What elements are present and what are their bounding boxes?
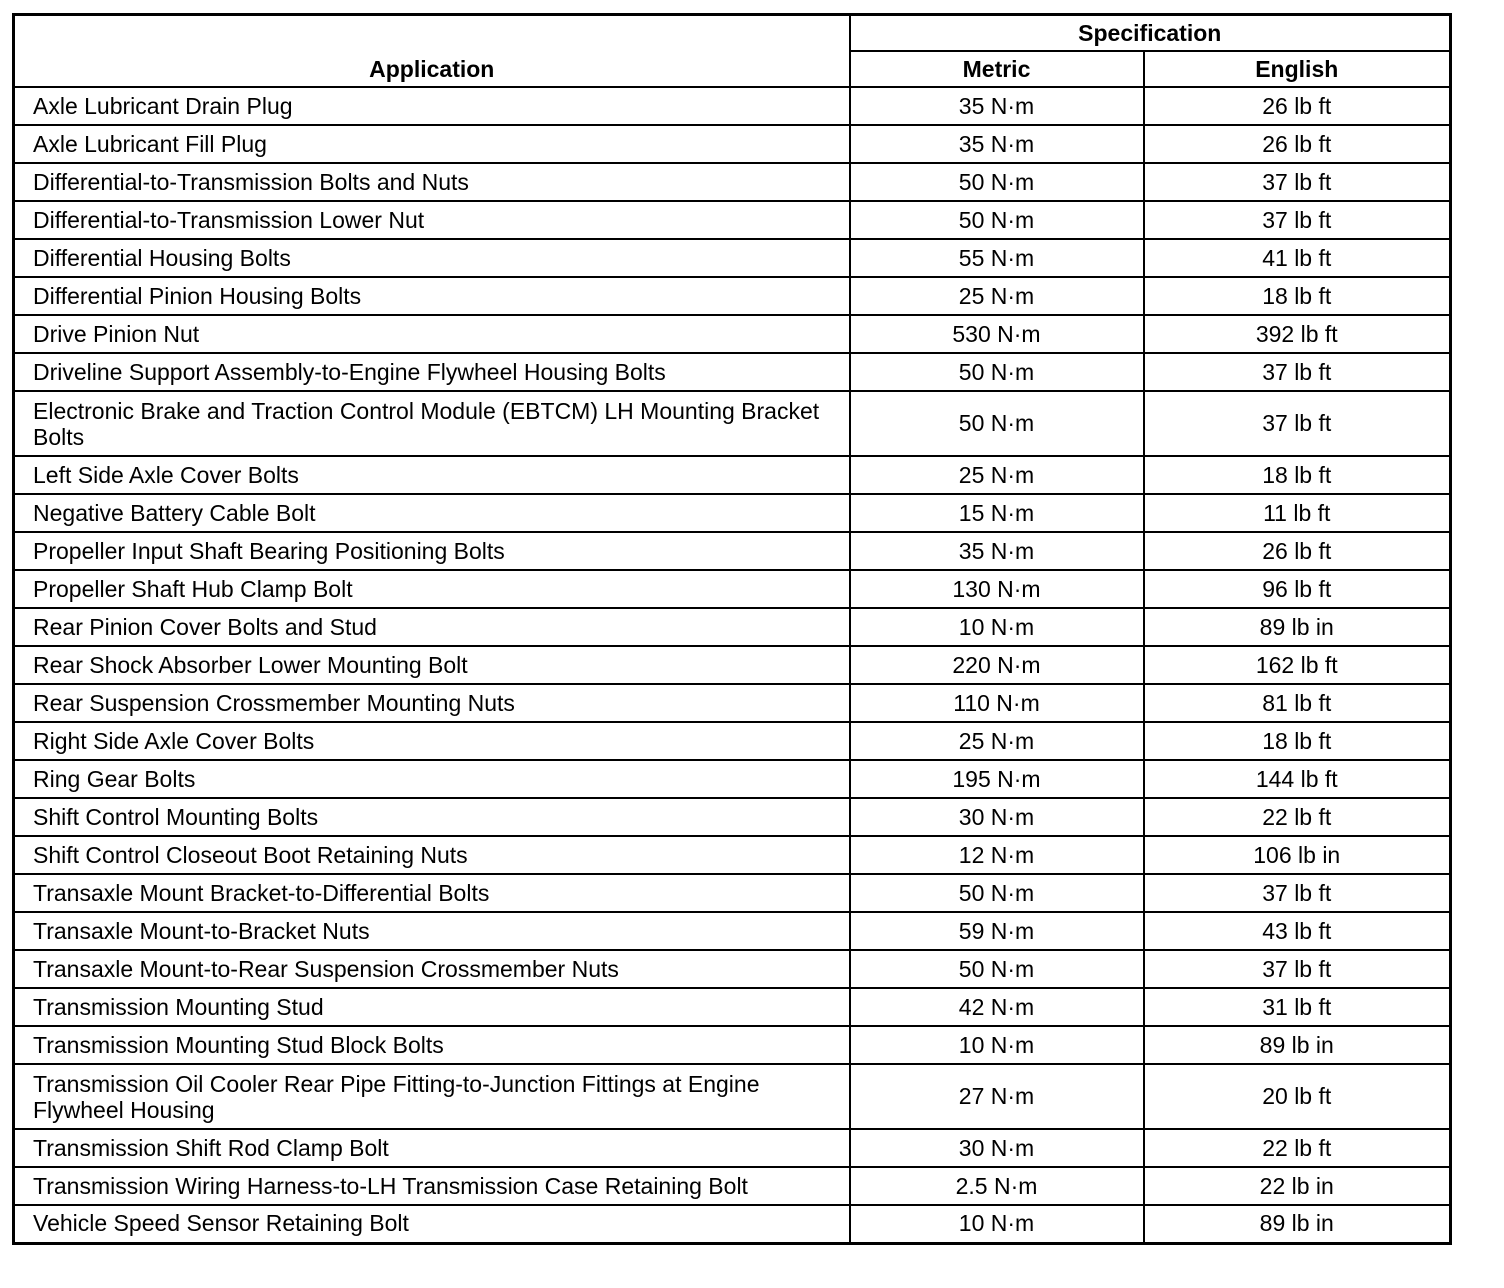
table-row bbox=[14, 1064, 1451, 1129]
cell-metric: 50 N·m bbox=[850, 391, 1144, 456]
cell-english: 22 lb in bbox=[1144, 1167, 1451, 1205]
cell-metric: 25 N·m bbox=[850, 277, 1144, 315]
cell-metric: 15 N·m bbox=[850, 494, 1144, 532]
cell-application: Rear Suspension Crossmember Mounting Nuts bbox=[14, 684, 850, 722]
cell-application: Transaxle Mount-to-Bracket Nuts bbox=[14, 912, 850, 950]
cell-metric: 42 N·m bbox=[850, 988, 1144, 1026]
table-row bbox=[14, 798, 1451, 836]
table-row bbox=[14, 1205, 1451, 1243]
cell-english: 18 lb ft bbox=[1144, 722, 1451, 760]
cell-application: Transmission Oil Cooler Rear Pipe Fitting-to-Junction Fittings at Engine Flywheel Housing bbox=[14, 1064, 850, 1129]
table-row bbox=[14, 646, 1451, 684]
cell-metric: 50 N·m bbox=[850, 874, 1144, 912]
table-row bbox=[14, 1129, 1451, 1167]
table-row bbox=[14, 125, 1451, 163]
cell-metric: 50 N·m bbox=[850, 201, 1144, 239]
cell-application: Driveline Support Assembly-to-Engine Flywheel Housing Bolts bbox=[14, 353, 850, 391]
table-row bbox=[14, 950, 1451, 988]
cell-english: 26 lb ft bbox=[1144, 125, 1451, 163]
cell-application: Ring Gear Bolts bbox=[14, 760, 850, 798]
cell-metric: 35 N·m bbox=[850, 532, 1144, 570]
cell-english: 43 lb ft bbox=[1144, 912, 1451, 950]
cell-english: 144 lb ft bbox=[1144, 760, 1451, 798]
cell-metric: 35 N·m bbox=[850, 87, 1144, 125]
cell-metric: 27 N·m bbox=[850, 1064, 1144, 1129]
cell-metric: 110 N·m bbox=[850, 684, 1144, 722]
table-row bbox=[14, 456, 1451, 494]
cell-english: 37 lb ft bbox=[1144, 201, 1451, 239]
cell-english: 22 lb ft bbox=[1144, 1129, 1451, 1167]
cell-application: Propeller Shaft Hub Clamp Bolt bbox=[14, 570, 850, 608]
cell-metric: 59 N·m bbox=[850, 912, 1144, 950]
cell-metric: 50 N·m bbox=[850, 950, 1144, 988]
cell-metric: 30 N·m bbox=[850, 1129, 1144, 1167]
cell-english: 31 lb ft bbox=[1144, 988, 1451, 1026]
column-header-metric: Metric bbox=[850, 51, 1144, 87]
cell-english: 37 lb ft bbox=[1144, 950, 1451, 988]
column-header-application: Application bbox=[14, 15, 850, 88]
cell-application: Right Side Axle Cover Bolts bbox=[14, 722, 850, 760]
cell-metric: 50 N·m bbox=[850, 353, 1144, 391]
cell-english: 20 lb ft bbox=[1144, 1064, 1451, 1129]
cell-metric: 12 N·m bbox=[850, 836, 1144, 874]
cell-english: 41 lb ft bbox=[1144, 239, 1451, 277]
column-header-specification: Specification bbox=[850, 15, 1451, 52]
cell-metric: 30 N·m bbox=[850, 798, 1144, 836]
cell-english: 37 lb ft bbox=[1144, 163, 1451, 201]
table-row bbox=[14, 722, 1451, 760]
cell-application: Left Side Axle Cover Bolts bbox=[14, 456, 850, 494]
table-row bbox=[14, 1167, 1451, 1205]
cell-english: 22 lb ft bbox=[1144, 798, 1451, 836]
table-row bbox=[14, 391, 1451, 456]
table-row bbox=[14, 608, 1451, 646]
cell-english: 37 lb ft bbox=[1144, 391, 1451, 456]
cell-application: Shift Control Mounting Bolts bbox=[14, 798, 850, 836]
table-row bbox=[14, 277, 1451, 315]
cell-metric: 35 N·m bbox=[850, 125, 1144, 163]
cell-application: Drive Pinion Nut bbox=[14, 315, 850, 353]
cell-metric: 50 N·m bbox=[850, 163, 1144, 201]
cell-application: Axle Lubricant Fill Plug bbox=[14, 125, 850, 163]
table-row bbox=[14, 201, 1451, 239]
table-row bbox=[14, 532, 1451, 570]
cell-english: 96 lb ft bbox=[1144, 570, 1451, 608]
table-header bbox=[14, 15, 1451, 88]
cell-metric: 10 N·m bbox=[850, 1205, 1144, 1243]
cell-application: Negative Battery Cable Bolt bbox=[14, 494, 850, 532]
cell-metric: 195 N·m bbox=[850, 760, 1144, 798]
cell-english: 106 lb in bbox=[1144, 836, 1451, 874]
cell-english: 11 lb ft bbox=[1144, 494, 1451, 532]
cell-metric: 220 N·m bbox=[850, 646, 1144, 684]
table-row bbox=[14, 912, 1451, 950]
cell-application: Differential-to-Transmission Bolts and Nuts bbox=[14, 163, 850, 201]
cell-metric: 25 N·m bbox=[850, 722, 1144, 760]
table-row bbox=[14, 836, 1451, 874]
cell-english: 18 lb ft bbox=[1144, 277, 1451, 315]
cell-english: 81 lb ft bbox=[1144, 684, 1451, 722]
cell-application: Transmission Wiring Harness-to-LH Transmission Case Retaining Bolt bbox=[14, 1167, 850, 1205]
cell-metric: 530 N·m bbox=[850, 315, 1144, 353]
torque-spec-table bbox=[12, 13, 1452, 1245]
table-body bbox=[14, 87, 1451, 1243]
cell-english: 89 lb in bbox=[1144, 1026, 1451, 1064]
table-row bbox=[14, 570, 1451, 608]
cell-english: 392 lb ft bbox=[1144, 315, 1451, 353]
cell-english: 26 lb ft bbox=[1144, 532, 1451, 570]
cell-application: Differential Housing Bolts bbox=[14, 239, 850, 277]
cell-application: Differential Pinion Housing Bolts bbox=[14, 277, 850, 315]
cell-metric: 25 N·m bbox=[850, 456, 1144, 494]
cell-application: Transaxle Mount Bracket-to-Differential Bolts bbox=[14, 874, 850, 912]
cell-application: Transaxle Mount-to-Rear Suspension Crossmember Nuts bbox=[14, 950, 850, 988]
cell-application: Differential-to-Transmission Lower Nut bbox=[14, 201, 850, 239]
cell-metric: 55 N·m bbox=[850, 239, 1144, 277]
cell-english: 37 lb ft bbox=[1144, 874, 1451, 912]
cell-application: Axle Lubricant Drain Plug bbox=[14, 87, 850, 125]
table-row bbox=[14, 988, 1451, 1026]
table-row bbox=[14, 315, 1451, 353]
cell-metric: 10 N·m bbox=[850, 608, 1144, 646]
cell-metric: 10 N·m bbox=[850, 1026, 1144, 1064]
header-row-top bbox=[14, 15, 1451, 52]
cell-application: Shift Control Closeout Boot Retaining Nuts bbox=[14, 836, 850, 874]
cell-application: Transmission Mounting Stud Block Bolts bbox=[14, 1026, 850, 1064]
table-row bbox=[14, 494, 1451, 532]
table-row bbox=[14, 684, 1451, 722]
cell-english: 26 lb ft bbox=[1144, 87, 1451, 125]
cell-application: Rear Shock Absorber Lower Mounting Bolt bbox=[14, 646, 850, 684]
column-header-english: English bbox=[1144, 51, 1451, 87]
cell-english: 18 lb ft bbox=[1144, 456, 1451, 494]
cell-application: Vehicle Speed Sensor Retaining Bolt bbox=[14, 1205, 850, 1243]
cell-english: 37 lb ft bbox=[1144, 353, 1451, 391]
table-row bbox=[14, 87, 1451, 125]
table-row bbox=[14, 353, 1451, 391]
cell-application: Transmission Mounting Stud bbox=[14, 988, 850, 1026]
cell-english: 162 lb ft bbox=[1144, 646, 1451, 684]
table-row bbox=[14, 760, 1451, 798]
cell-application: Transmission Shift Rod Clamp Bolt bbox=[14, 1129, 850, 1167]
cell-english: 89 lb in bbox=[1144, 608, 1451, 646]
cell-metric: 2.5 N·m bbox=[850, 1167, 1144, 1205]
cell-metric: 130 N·m bbox=[850, 570, 1144, 608]
cell-application: Electronic Brake and Traction Control Module (EBTCM) LH Mounting Bracket Bolts bbox=[14, 391, 850, 456]
cell-application: Rear Pinion Cover Bolts and Stud bbox=[14, 608, 850, 646]
cell-application: Propeller Input Shaft Bearing Positioning Bolts bbox=[14, 532, 850, 570]
table-row bbox=[14, 163, 1451, 201]
table-row bbox=[14, 874, 1451, 912]
table-row bbox=[14, 239, 1451, 277]
cell-english: 89 lb in bbox=[1144, 1205, 1451, 1243]
table-row bbox=[14, 1026, 1451, 1064]
